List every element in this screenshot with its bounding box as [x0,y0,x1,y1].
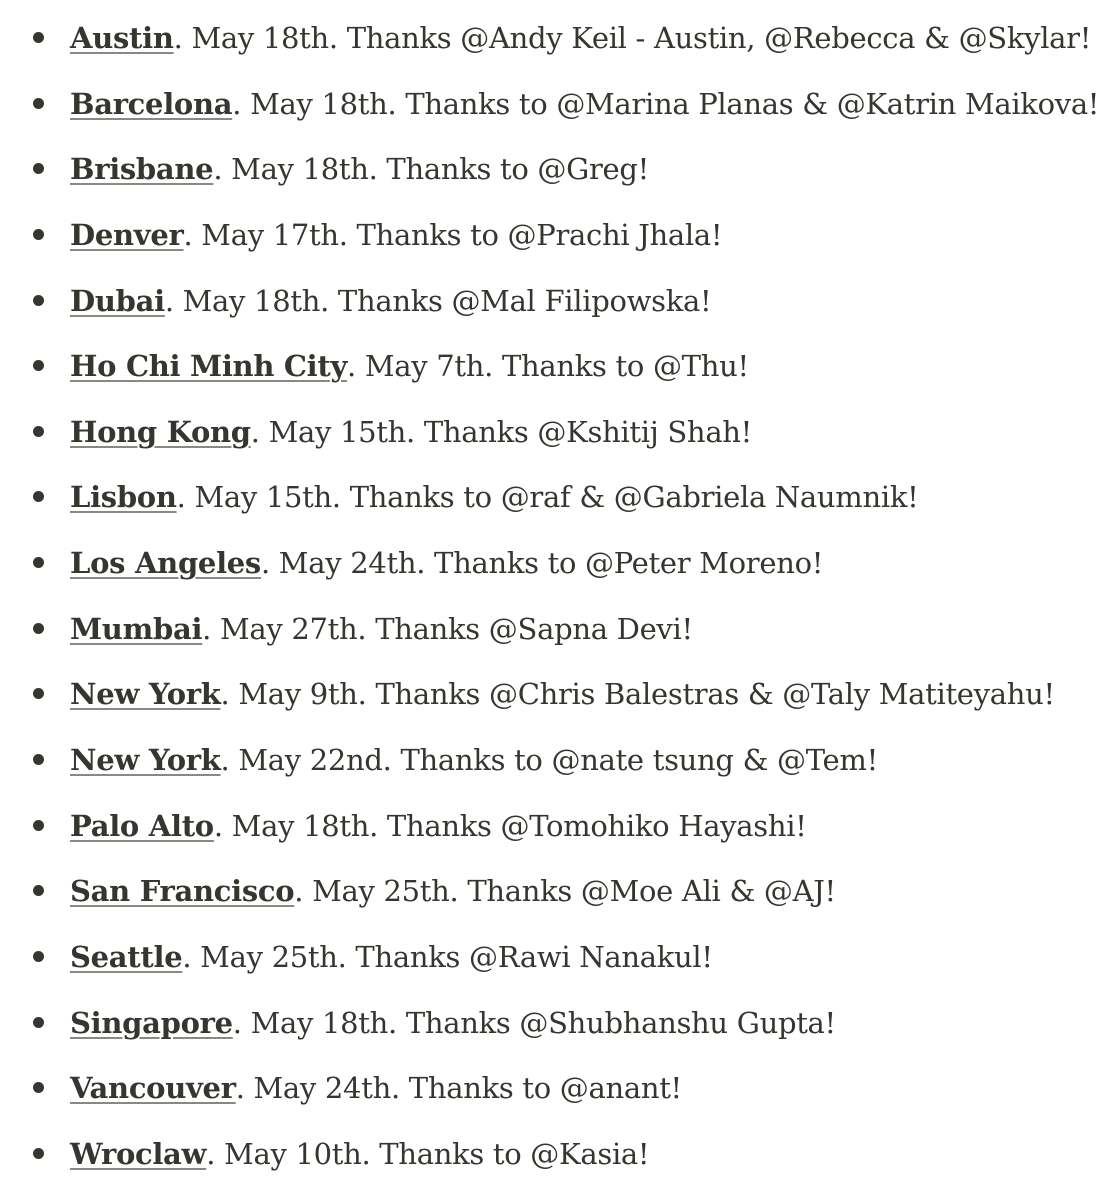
list-item-text [70,546,823,580]
city-link[interactable]: Ho Chi Minh City [70,349,348,383]
bullet-icon [33,1017,44,1028]
bullet-icon [33,688,44,699]
list-item-text [70,480,918,514]
city-link[interactable]: Lisbon [70,480,177,514]
event-detail: . May 10th. Thanks to @Kasia! [206,1137,650,1171]
list-item [0,998,1100,1048]
bullet-icon [33,98,44,109]
list-item [0,538,1100,588]
city-link[interactable]: New York [70,677,221,711]
city-link[interactable]: New York [70,743,221,777]
bullet-icon [33,820,44,831]
list-item [0,801,1100,851]
event-detail: . May 24th. Thanks to @anant! [235,1071,682,1105]
list-item-text [70,940,713,974]
city-link[interactable]: Hong Kong [70,415,251,449]
city-link[interactable]: Singapore [70,1006,233,1040]
event-detail: . May 15th. Thanks to @raf & @Gabriela Naumnik! [176,480,919,514]
bullet-icon [33,360,44,371]
bullet-icon [33,885,44,896]
event-detail: . May 18th. Thanks @Shubhanshu Gupta! [232,1006,836,1040]
list-item-text [70,1071,682,1105]
list-item-text [70,743,878,777]
bullet-icon [33,1148,44,1159]
list-item-text [70,21,1091,55]
list-item [0,669,1100,719]
list-item-text [70,677,1055,711]
city-link[interactable]: Wroclaw [70,1137,207,1171]
list-item [0,276,1100,326]
list-item-text [70,415,752,449]
list-item [0,604,1100,654]
event-detail: . May 25th. Thanks @Rawi Nanakul! [182,940,713,974]
list-item-text [70,874,836,908]
event-detail: . May 9th. Thanks @Chris Balestras & @Taly Matiteyahu! [220,677,1055,711]
event-detail: . May 22nd. Thanks to @nate tsung & @Tem! [220,743,878,777]
city-link[interactable]: Barcelona [70,87,233,121]
list-item-text [70,218,722,252]
city-link[interactable]: Dubai [70,284,165,318]
list-item-text [70,152,649,186]
list-item [0,79,1100,129]
bullet-icon [33,163,44,174]
list-item [0,1129,1100,1179]
list-item [0,1063,1100,1113]
event-detail: . May 18th. Thanks to @Marina Planas & @Katrin Maikova! [232,87,1100,121]
event-detail: . May 17th. Thanks to @Prachi Jhala! [183,218,723,252]
list-item [0,866,1100,916]
list-item-text [70,349,749,383]
list-item-text [70,284,711,318]
list-item-text [70,809,807,843]
city-link[interactable]: Vancouver [70,1071,236,1105]
bullet-icon [33,623,44,634]
list-item-text [70,1137,649,1171]
list-item [0,144,1100,194]
bullet-icon [33,1082,44,1093]
city-link[interactable]: Seattle [70,940,183,974]
list-item [0,932,1100,982]
city-link[interactable]: Denver [70,218,184,252]
bullet-icon [33,229,44,240]
event-detail: . May 18th. Thanks @Andy Keil - Austin, @Rebecca & @Skylar! [173,21,1092,55]
list-item [0,407,1100,457]
event-detail: . May 27th. Thanks @Sapna Devi! [202,612,693,646]
list-item [0,13,1100,63]
list-item-text [70,87,1099,121]
city-link[interactable]: Palo Alto [70,809,214,843]
bullet-icon [33,295,44,306]
bullet-icon [33,557,44,568]
bullet-icon [33,32,44,43]
event-detail: . May 24th. Thanks to @Peter Moreno! [260,546,824,580]
list-item [0,472,1100,522]
list-item [0,210,1100,260]
event-detail: . May 25th. Thanks @Moe Ali & @AJ! [294,874,836,908]
city-link[interactable]: Mumbai [70,612,203,646]
event-detail: . May 18th. Thanks @Tomohiko Hayashi! [213,809,807,843]
event-detail: . May 7th. Thanks to @Thu! [347,349,749,383]
city-link[interactable]: Los Angeles [70,546,261,580]
list-item [0,735,1100,785]
list-item-text [70,1006,836,1040]
list-item-text [70,612,693,646]
city-link[interactable]: Austin [70,21,174,55]
bullet-icon [33,426,44,437]
city-link[interactable]: San Francisco [70,874,295,908]
bullet-icon [33,491,44,502]
event-detail: . May 18th. Thanks @Mal Filipowska! [164,284,712,318]
city-link[interactable]: Brisbane [70,152,214,186]
bullet-icon [33,951,44,962]
list-item [0,341,1100,391]
bullet-icon [33,754,44,765]
event-detail: . May 15th. Thanks @Kshitij Shah! [250,415,753,449]
event-detail: . May 18th. Thanks to @Greg! [213,152,650,186]
